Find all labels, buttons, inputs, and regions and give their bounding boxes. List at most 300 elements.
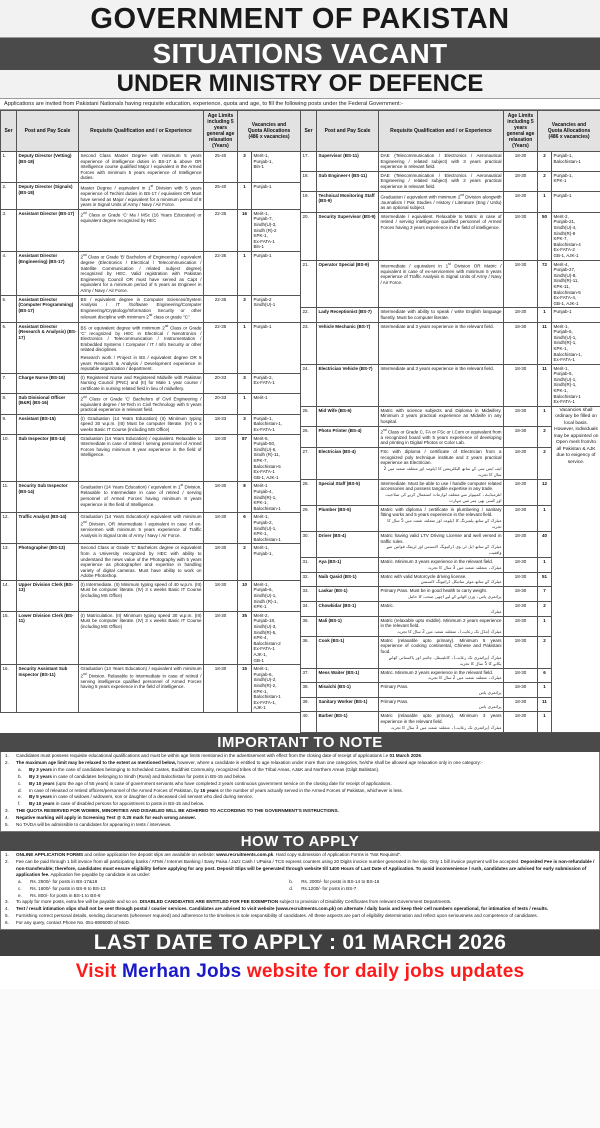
quota-line: Punjab-1, <box>553 153 573 158</box>
cell-ser: 33. <box>301 587 317 602</box>
quota-line: Punjab-1 <box>553 192 572 198</box>
list-item <box>5 899 595 906</box>
table-row <box>1 482 301 513</box>
cell-age: 20-33 <box>204 393 238 414</box>
cell-quota <box>252 611 301 664</box>
item-text: In case of released or retired officers/personnel of the Armed Forces of Pakistan, by 15 years or the number of years actually served in the Armed Forces of Pakistan, whichever is less. <box>29 787 403 793</box>
cell-post: Technical Monitoring Staff (BS-9) <box>317 191 379 212</box>
quota-line: KPK-7, <box>253 458 268 463</box>
urdu-text: میٹرک۔ متعلقہ شعبہ میں 2 سال کا تجربہ <box>427 675 502 681</box>
table-row <box>1 182 301 209</box>
cell-quota <box>252 322 301 373</box>
cell-age: 18-30 <box>204 513 238 544</box>
cell-quota <box>552 260 600 308</box>
cell-post: Security Sub Inspector (BS-14) <box>17 482 79 513</box>
item-letter: f. <box>18 801 21 807</box>
cell-qualification: Graduation / equivalent with minimum 2nd Division alongwith Journalism / Pak Studies / History / Literature (Eng / Urdu) as an optional subject. <box>379 191 504 212</box>
cell-post: Security Supervisor (BS-9) <box>317 212 379 260</box>
jobs-table-left-body <box>1 152 301 713</box>
quota-line: KPK-1, <box>253 688 268 694</box>
quota-line: Ex-FATA-1, <box>253 699 277 705</box>
cell-vacancies: 1 <box>538 683 552 698</box>
cell-post: Assistant Director (BS-17) <box>17 209 79 251</box>
table-row <box>301 191 600 212</box>
cell-quota <box>252 544 301 581</box>
quota-line: KPK-1, <box>553 388 568 394</box>
list-item <box>5 852 595 859</box>
cell-ser: 21. <box>301 260 317 308</box>
cell-post: Traffic Analyst (BS-14) <box>17 513 79 544</box>
cell-age: 18-30 <box>504 426 538 447</box>
visit-banner <box>0 956 600 989</box>
cell-quota <box>552 308 600 322</box>
cell-age: 22-35 <box>204 209 238 251</box>
col-header-ser: Ser <box>1 111 17 152</box>
quota-line: Balochistan-1 <box>253 505 281 511</box>
how-to-apply-list-2 <box>5 899 595 926</box>
cell-qualification: FSc with diploma / certificate of Electrician from a recognized poly technique institute and 2 years practical experience as Electrician. ایف ایس سی کے ساتھ الیکٹریشن کا ڈپلومہ اور متعلقہ شعبہ میں 2 سال کا تجربہ <box>379 447 504 479</box>
cell-qualification: Intermediate and 3 years experience in the relevant field. <box>379 364 504 406</box>
cell-age: 22-35 <box>204 295 238 322</box>
cell-age: 18-30 <box>504 479 538 505</box>
list-item <box>5 815 595 822</box>
table-row <box>301 152 600 172</box>
cell-age: 18-30 <box>204 611 238 664</box>
quota-line: GB-1, AJK-1 <box>253 474 279 480</box>
negative-marking-note: Negative marking will apply in Screening Test @ 0.25 mark for each wrong answer. <box>16 815 197 821</box>
quota-line: Balochistan-4 <box>553 241 581 247</box>
item-text: Candidates must possess requisite educational qualifications and must be within age limits mentioned in the advertisement with effect from the closing date of receipt of applications i.e 01 March 2026. <box>16 753 423 759</box>
item-text: By 3 years in case of candidates belonging to Sindh (Rural) and Balochistan for posts in BS-15 and below. <box>29 773 247 779</box>
cell-post: Barber (BS-1) <box>317 712 379 732</box>
cell-age: 22-35 <box>204 322 238 373</box>
cell-post: Aya (BS-1) <box>317 558 379 573</box>
urdu-text: میٹرک <box>490 608 502 614</box>
col-header-vac-l2: Quota Allocations <box>547 128 591 134</box>
cell-qualification: Graduation (14 Years Education) / equivalent. Relaxable to Intermediate in case of retired / serving personnel of Armed Forces having minimum 8 year experience in the field of Intelligence. <box>79 434 204 482</box>
how-to-apply-list <box>5 852 595 879</box>
cell-age: 18-30 <box>204 544 238 581</box>
fee-row <box>18 879 595 886</box>
age-relax-lead: The maximum age limit may be relaxed to the extent as mentioned below, <box>16 759 177 765</box>
cell-post: Vehicle Mechanic (BS-7) <box>317 322 379 364</box>
quota-line: Punjab-1, <box>253 415 273 421</box>
cell-age: 18-30 <box>504 171 538 191</box>
cell-vacancies: 1 <box>538 308 552 322</box>
cell-qualification: (I) Intermediate. (II) Minimum typing speed of 40 w.p.m. (III) Must be computer literate. (IV) 3 x weeks Basic IT Course (including MS Office) <box>79 580 204 611</box>
cell-age: 18-30 <box>504 572 538 587</box>
visit-brand: Merhan Jobs <box>122 960 242 982</box>
table-row <box>1 373 301 393</box>
quota-line: Punjab-1 <box>253 323 272 329</box>
col-header-age-l3: general age <box>206 131 235 137</box>
quota-line: Sindh(U)-1, <box>253 525 277 531</box>
cell-qualification: Second Class or Grade 'C' Bachelors degree or equivalent from a University recognized by HEC with ability to understand the news value of the Photography with 5 years experience as photographer and expertise in handling variety of digital cameras. Must have ability to work on Adobe Photoshop. <box>79 544 204 581</box>
table-header-row <box>301 111 600 152</box>
cell-vacancies: 8 <box>238 482 252 513</box>
col-header-age-l2: including 5 years <box>507 119 534 131</box>
col-header-age <box>504 111 538 152</box>
quota-line: Sindh(R)-1, <box>553 382 577 388</box>
fee-item <box>289 879 560 886</box>
quota-line: GB-1, AJK-1 <box>553 300 579 306</box>
quota-line: Merit-1, <box>253 545 269 551</box>
cell-vacancies: 12 <box>538 479 552 505</box>
table-row <box>1 580 301 611</box>
quota-line: Balochistan-5 <box>553 289 581 295</box>
cell-quota <box>252 393 301 414</box>
cell-post: Sub Divisional Officer (B&R) (BS-16) <box>17 393 79 414</box>
quota-line: Punjab-4, <box>253 488 273 494</box>
cell-qualification: Intermediate and 3 years experience in the relevant field. <box>379 322 504 364</box>
cell-ser: 37. <box>301 668 317 683</box>
last-date-banner: LAST DATE TO APPLY : 01 MARCH 2026 <box>0 930 600 956</box>
fee-letter: e. <box>18 892 22 898</box>
list-item <box>18 767 595 774</box>
cell-vacancies: 3 <box>238 152 252 183</box>
cell-quota <box>552 171 600 191</box>
cell-ser: 39. <box>301 697 317 712</box>
item-text: To apply for more posts, extra fee will be payable and so on. DISABLED CANDIDATES ARE ENTITLED FOR FEE EXEMPTION subject to provision of Disability Certificates from relevant Government Departments. <box>16 899 452 905</box>
cell-ser: 14. <box>1 580 17 611</box>
item-number: 2. <box>5 759 9 765</box>
cell-qualification: (I) Graduation (14 Years Education) (II) Minimum typing speed 30 w.p.m. (III) Must be computer literate. (IV) 6 x weeks Basic IT Course (including MS Office) <box>79 414 204 434</box>
col-header-ser: Ser <box>301 111 317 152</box>
item-text: Furnishing correct personal details, sending documents (whenever required) and adherence to the timelines is sole responsibility of candidates. All these aspects are part of eligibility determination and reflect upon seriousness and competence of candidates. <box>16 912 538 918</box>
cell-qualification: BS or equivalent degree with minimum 2nd Class or Grade 'C' recognized by HEC in Electrical / Nenotronics / Electronics / Telecommunication / Instrumentation / Embedded Systems / Computer / IT / Info Security or other related disciplines. Research work / Project in BS / equivalent degree OR 5 years Research & Analysis / Development experience in reputable organization / department. <box>79 322 204 373</box>
cell-age: 18-30 <box>204 580 238 611</box>
col-header-post: Post and Pay Scale <box>17 111 79 152</box>
quota-line: Punjab-2, <box>253 519 273 525</box>
important-notes-list <box>5 753 595 766</box>
cell-post: Photo Printer (BS-4) <box>317 426 379 447</box>
quota-line: Ex-FATA-1 <box>553 357 575 363</box>
quota-line: Sindh(R)-8 <box>553 230 576 236</box>
cell-qualification: Graduation (14 Years Education)/ equivalent with minimum 2nd Division. OR Intermediate / equivalent in case of ex-servicemen with minimum 5 years experience of Traffic Analysis in Signal Units of Army / Navy / Air Force. <box>79 513 204 544</box>
quota-line: Punjab-5, <box>553 329 573 335</box>
quota-line: Punjab-18, <box>253 618 276 624</box>
table-row <box>1 544 301 581</box>
cell-qualification: Primary Pass. Must be in good health to carry weight. پرائمری پاس۔ وزن اٹھانے کے لیے اچھی صحت کا حامل <box>379 587 504 602</box>
quota-line: Merit-1, <box>253 210 269 216</box>
table-row <box>1 209 301 251</box>
quota-line: KPK-1 <box>253 604 267 610</box>
cell-ser: 8. <box>1 393 17 414</box>
cell-age: 18-30 <box>504 260 538 308</box>
fee-text: Rs. 2500/- for posts in BS-17&18 <box>30 879 98 885</box>
cell-ser: 1. <box>1 152 17 183</box>
quota-line: Punjab-5, <box>553 371 573 377</box>
cell-vacancies: 11 <box>538 697 552 712</box>
quota-line: KPK-11, <box>553 283 570 289</box>
quota-line: Sindh(U)-3, <box>253 222 277 228</box>
quota-line: Sindh(U)-1, <box>553 334 577 340</box>
quota-note: THE QUOTA RESERVED FOR WOMEN, MINORITIES AND DISABLED WILL BE ADHERED TO ACCORDING TO THE GOVERNMENT'S INSTRUCTIONS. <box>16 808 339 814</box>
urdu-text: میٹرک کے ساتھ موٹر سائیکل ڈرائیونگ لائسنس <box>420 579 502 585</box>
cell-ser: 24. <box>301 364 317 406</box>
quota-line: Sindh(U)-8, <box>553 272 577 278</box>
fee-row <box>18 886 595 893</box>
cell-vacancies: 2 <box>538 426 552 447</box>
cell-vacancies: 3 <box>238 373 252 393</box>
cell-post: Electrician (BS-4) <box>317 447 379 479</box>
cell-age: 18-30 <box>504 152 538 172</box>
cell-qualification: Intermediate. Must be able to use / handle computer related accessories and possess tangible expertise in any trade. انٹرمیڈیٹ۔ کمپیوٹر سے متعلقہ لوازمات استعمال کرنے کی صلاحیت اور کسی بھی ہنر میں مہارت <box>379 479 504 505</box>
cell-vacancies: 7 <box>538 587 552 602</box>
table-row <box>1 513 301 544</box>
cell-quota <box>552 191 600 212</box>
cell-quota <box>552 322 600 364</box>
quota-line: Punjab-7, <box>253 216 273 222</box>
quota-line: Merit-1, <box>253 153 269 158</box>
col-header-age-l1: Age Limits <box>507 113 534 119</box>
cell-post: Assistant Director (Engineering) (BS-17) <box>17 252 79 296</box>
quota-line: Merit-1 <box>253 394 268 400</box>
online-forms-label: ONLINE APPLICATION FORMS <box>16 852 84 858</box>
cell-age: 18-33 <box>204 414 238 434</box>
cell-post: Assistant (BS-15) <box>17 414 79 434</box>
cell-qualification: Master Degree / equivalent in 1st Division with 5 years experience of Techint duties in BS-17 / equivalent OR Must have served as Major / equivalent for a minimum period of 8 years in Signal Units of Army / Navy / Air Force. <box>79 182 204 209</box>
cell-quota <box>252 434 301 482</box>
item-text: By 10 years in case of disabled persons for appointment to posts in BS-15 and below. <box>29 801 205 807</box>
item-letter: c. <box>18 780 22 786</box>
cell-quota <box>552 152 600 172</box>
cell-vacancies: 6 <box>238 513 252 544</box>
table-row <box>1 393 301 414</box>
item-text: The maximum age limit may be relaxed to the extent as mentioned below, however, where a candidate is entitled to age relaxation under more than one categories, he/she shall be allowed age relaxation only in one category:- <box>16 759 483 765</box>
cell-qualification: Second Class Master Degree with minimum 5 years experience of intelligence duties in BS-17 & above OR Intelligence course qualified Major / equivalent in the Armed Forces with minimum 5 years experience of Intelligence duties. <box>79 152 204 183</box>
cell-post: Laskar (BS-1) <box>317 587 379 602</box>
cell-vacancies: 1 <box>238 322 252 373</box>
quota-line: Ex-FATA-1 <box>253 646 275 652</box>
list-item <box>18 801 595 808</box>
item-text: Fee can be paid through 1 bill invoice from all participating banks / ATMs / Internet Banking / Easy Paisa / Jazz Cash / UPaisa / TCS express counters using 20 Digits invoice number generated in fee slip. Only 1 bill invoice payment will be accepted. Deposited Fee is non-refundable / non-transferable; therefore, candidates must ensure eligibility before applying for any post. Deposit Slips will be generated through website till 1400 Hours of Last Date of Application. To avoid inconvenience / rush, candidates are advised for early submission of application fee. Application fee payable by candidate is as under: <box>16 859 595 878</box>
list-item <box>5 920 595 927</box>
cell-ser: 11. <box>1 482 17 513</box>
cell-post: Sub Inspector (BS-14) <box>17 434 79 482</box>
cell-age: 18-30 <box>504 532 538 558</box>
cell-vacancies: 6 <box>538 668 552 683</box>
cell-ser: 12. <box>1 513 17 544</box>
cell-age: 18-30 <box>504 712 538 732</box>
jobs-table-left-col <box>0 110 300 733</box>
cell-ser: 38. <box>301 683 317 698</box>
list-item <box>5 822 595 829</box>
website-link[interactable]: www.recruitments.com.pk <box>216 852 274 858</box>
fee-item <box>18 886 289 893</box>
cell-vacancies: 1 <box>238 252 252 296</box>
col-header-vac-l3: (486 x vacancies) <box>248 134 290 140</box>
cell-qualification: 2nd Class or Grade C, FA or FSc or I.Com or equivalent from a recognized board with 5 years experience of developing and printing in Digital Photos or Color Lab. <box>379 426 504 447</box>
quota-line: KPK-1, <box>253 233 268 239</box>
cell-post: Lady Receptionist (BS-7) <box>317 308 379 322</box>
cell-qualification: Matric having valid LTV Driving License and well versed in traffic rules. میٹرک کے ساتھ ایل ٹی وی ڈرائیونگ لائسنس اور ٹریفک قوانین سے واقفیت <box>379 532 504 558</box>
urdu-text: انٹرمیڈیٹ۔ کمپیوٹر سے متعلقہ لوازمات استعمال کرنے کی صلاحیت اور کسی بھی ہنر میں مہارت <box>385 491 502 503</box>
quota-line: Sindh (R)-2 <box>253 227 277 233</box>
quota-line: Balochistan-1 <box>553 393 581 399</box>
cell-ser: 19. <box>301 191 317 212</box>
item-text: ONLINE APPLICATION FORMS and online application fee deposit slips are available on website: www.recruitments.com.pk. Hard copy submission of Application Forms is "Not Required". <box>16 852 402 858</box>
important-notes-list-2 <box>5 808 595 828</box>
table-header-row <box>1 111 301 152</box>
quota-line: Punjab-1, <box>253 550 273 556</box>
quota-line: KPK-1, <box>553 345 568 351</box>
cell-quota <box>252 482 301 513</box>
table-row <box>301 308 600 322</box>
cell-qualification: Matric. Minimum 3 years experience in the relevant field. میٹرک۔ متعلقہ شعبہ میں 3 سال کا تجربہ <box>379 558 504 573</box>
quota-line: Merit-2, <box>553 213 569 219</box>
quota-line: Merit-4, <box>553 261 569 267</box>
cell-qualification: (I) Matriculation. (II) Minimum typing speed 30 w.p.m. (III) Must be computer literate. (IV) 3 x weeks Basic IT Course (including MS Office) <box>79 611 204 664</box>
cell-post: Misalchi (BS-1) <box>317 683 379 698</box>
cell-age: 18-30 <box>204 482 238 513</box>
fee-text: Rs. 2000/- for posts in BS-14 to BS-16 <box>301 879 380 885</box>
fee-item <box>289 886 560 893</box>
list-item <box>18 774 595 781</box>
cell-qualification: Matric with science subjects and Diploma in Midwifery. Minimum 2 years practical experience as Midwife in any hospital. <box>379 406 504 426</box>
cell-qualification: Matric (relaxable upto primary). Minimum 5 years experience of cooking continental, Chinese and Pakistani food. میٹرک (پرائمری تک رعایت)۔ کانٹینینٹل، چائنیز اور پاکستانی کھانے پکانے کا 5 سال کا تجربہ <box>379 636 504 668</box>
cell-ser: 9. <box>1 414 17 434</box>
cell-qualification: BS / equivalent degree in Computer Sciences/System Analysis / IT /Software Engineering/Computer Engineering/Cryptology/Information Security or other relevant discipline with minimum 2nd class or grade "C" <box>79 295 204 322</box>
cell-vacancies: 1 <box>538 505 552 531</box>
cell-post: Assistant Director (Computer Programming) (BS-17) <box>17 295 79 322</box>
item-number: 1. <box>5 852 9 858</box>
page-title-ministry: UNDER MINISTRY OF DEFENCE <box>0 70 600 99</box>
cell-vacancies: 40 <box>538 532 552 558</box>
col-header-age-l3: general age <box>506 131 535 137</box>
cell-age: 18-30 <box>204 434 238 482</box>
cell-ser: 25. <box>301 406 317 426</box>
item-number: 2. <box>5 859 9 865</box>
cell-age: 18-30 <box>504 191 538 212</box>
item-letter: a. <box>18 766 22 772</box>
cell-qualification: Matric. میٹرک <box>379 602 504 617</box>
urdu-text: پرائمری پاس <box>478 704 502 710</box>
quota-line: Punjab-6, <box>253 671 273 677</box>
cell-quota <box>552 212 600 260</box>
quota-line: KPK-1, <box>253 531 268 537</box>
cell-vacancies: 51 <box>538 572 552 587</box>
item-text: By 5 years in case of widows / widowers, son or daughter of a deceased civil servant who died during service. <box>29 794 254 800</box>
col-header-vacancies <box>238 111 301 152</box>
cell-vacancies: 2 <box>538 602 552 617</box>
table-row <box>1 295 301 322</box>
cell-ser: 7. <box>1 373 17 393</box>
cell-vacancies: 10 <box>238 580 252 611</box>
item-letter: d. <box>18 787 22 793</box>
cell-qualification: DAE (Telecommunication / Electronics / Aeronautical Engineering / related subject) with 3 years practical experience in relevant field. <box>379 152 504 172</box>
item-text: By 3 years in the case of candidates belonging to Scheduled Castes, Buddhist Community, recognized tribes of the Tribal Areas, AJ&K and Northern Areas (Gilgit Baltistan). <box>29 766 380 772</box>
item-number: 5. <box>5 821 9 827</box>
quota-line: Ex-FATA-1 <box>253 238 275 244</box>
cell-qualification: Primary Pass. پرائمری پاس <box>379 683 504 698</box>
item-number: 4. <box>5 906 9 911</box>
cell-ser: 16. <box>1 665 17 713</box>
col-header-vacancies <box>538 111 600 152</box>
cell-age: 18-30 <box>504 364 538 406</box>
cell-vacancies: 3 <box>238 295 252 322</box>
table-row <box>301 406 600 426</box>
quota-line: Sindh(U)-1, <box>553 376 577 382</box>
cell-vacancies: 16 <box>238 209 252 251</box>
how-to-apply-title: HOW TO APPLY <box>0 832 600 851</box>
cell-ser: 34. <box>301 602 317 617</box>
cell-age: 18-30 <box>504 447 538 479</box>
item-number: 4. <box>5 815 9 821</box>
cell-qualification: Intermediate / equivalent. Relaxable to Matric in case of retired / serving intelligence qualified personnel of Armed Forces having 3 years experience in the field of intelligence. <box>379 212 504 260</box>
cell-post: Mid Wife (BS-6) <box>317 406 379 426</box>
cell-ser: 31. <box>301 558 317 573</box>
cell-ser: 26. <box>301 426 317 447</box>
cell-age: 18-30 <box>504 668 538 683</box>
cell-vacancies: 2 <box>538 152 552 172</box>
intro-text: Applications are invited from Pakistani Nationals having requisite education, experience, quota and age, to fill the following posts under the Federal Government:- <box>0 99 600 110</box>
urdu-text: میٹرک کے ساتھ پلمبرنگ کا ڈپلومہ اور متعلقہ شعبہ میں 5 سال کا تجربہ <box>387 518 502 530</box>
quota-line: KPK-1, <box>253 500 268 506</box>
quota-line: Punjab-1, <box>253 158 273 164</box>
item-number: 3. <box>5 899 9 905</box>
quota-line: GB-1, AJK-1 <box>553 253 579 258</box>
quota-line: Balochistan-1 <box>553 158 581 164</box>
quota-line: Merit-2, <box>253 612 269 618</box>
cell-age: 18-30 <box>504 505 538 531</box>
quota-line: GB-1 <box>253 657 265 663</box>
jobs-table-right-body <box>301 152 600 733</box>
cell-post: Sub Engineer-I (BS-11) <box>317 171 379 191</box>
table-row <box>301 322 600 364</box>
fee-item <box>18 893 289 900</box>
cell-ser: 22. <box>301 308 317 322</box>
cell-age: 18-30 <box>504 558 538 573</box>
cell-vacancies: 15 <box>238 665 252 713</box>
cell-vacancies: 2 <box>538 636 552 668</box>
cell-vacancies: 2 <box>538 447 552 479</box>
quota-line: Sindh(U)-4, <box>553 225 577 231</box>
urdu-text: میٹرک (پرائمری تک رعایت)۔ کانٹینینٹل، چائنیز اور پاکستانی کھانے پکانے کا 5 سال کا تجربہ <box>388 654 502 666</box>
quota-line: Sindh(U)-3, <box>253 624 277 630</box>
cell-qualification: (I) Registered Nurse and Registered Midwife with Pakistan Nursing Council (PNC) and (II) for Male 1 year course / certificate in nursing related field in lieu of midwifery. <box>79 373 204 393</box>
quota-line: Merit-1, <box>253 666 269 672</box>
cell-quota <box>552 364 600 406</box>
quota-line: AJK-1 <box>253 705 266 711</box>
cell-post: Upper Division Clerk (BS-13) <box>17 580 79 611</box>
fee-exemption-note: DISABLED CANDIDATES ARE ENTITLED FOR FEE EXEMPTION <box>139 899 279 905</box>
age-relaxation-sublist <box>18 767 595 808</box>
quota-line: Bln-1 <box>253 164 265 170</box>
cell-quota <box>252 209 301 251</box>
quota-line: Balochistan-1 <box>253 694 281 700</box>
col-header-age-l4: relaxation (Years) <box>208 137 233 149</box>
item-text <box>16 815 595 822</box>
quota-line: Sindh(R)-1, <box>253 494 277 500</box>
cell-quota <box>252 182 301 209</box>
list-item <box>5 808 595 815</box>
cell-post: Mali (BS-1) <box>317 616 379 636</box>
cell-age: 18-30 <box>504 683 538 698</box>
fee-item <box>18 879 289 886</box>
quota-line: Punjab-21, <box>553 219 576 225</box>
quota-line: Punjab-1 <box>553 309 572 315</box>
quota-line: Punjab-50, <box>253 441 276 447</box>
quota-line: Sindh (R)-11, <box>253 452 280 458</box>
cell-quota <box>252 414 301 434</box>
cell-post: Naib Qasid (BS-1) <box>317 572 379 587</box>
cell-age: 18-30 <box>204 665 238 713</box>
cell-age: 18-30 <box>504 212 538 260</box>
visit-prefix: Visit <box>75 960 123 982</box>
item-letter: e. <box>18 794 22 800</box>
table-row <box>1 414 301 434</box>
